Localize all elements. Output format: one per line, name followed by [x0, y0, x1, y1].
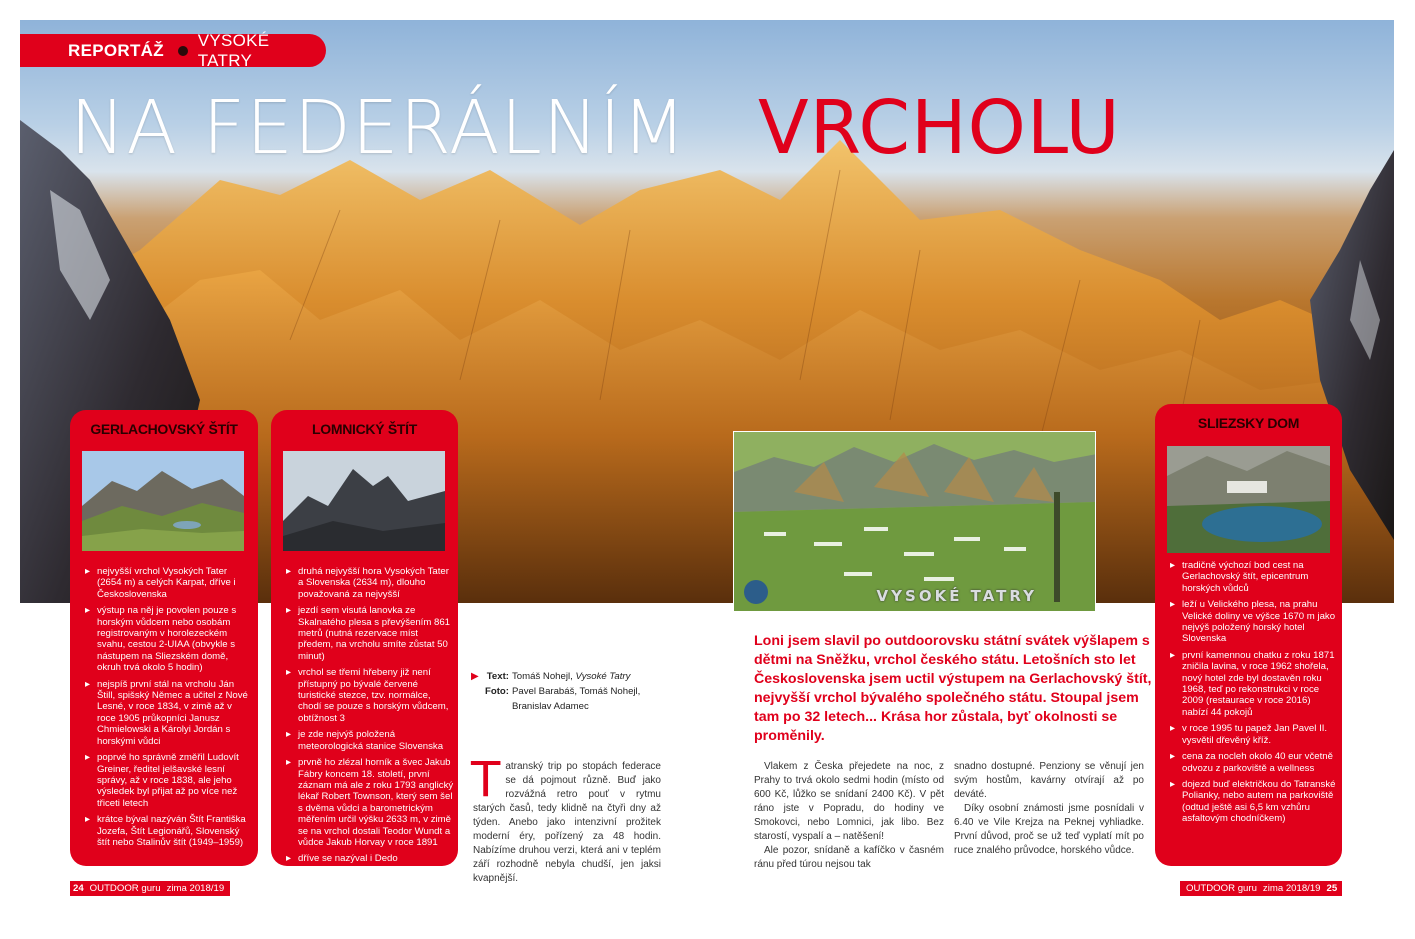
issue-label: zima 2018/19	[1262, 883, 1321, 894]
text-credit-author: Tomáš Nohejl,	[512, 671, 573, 682]
list-item: ▸ cena za nocleh okolo 40 eur včetně odvozu z parkoviště a wellness	[1170, 751, 1338, 774]
footer-right	[1180, 881, 1342, 896]
infobox-lomnicky-stit	[271, 410, 458, 866]
magazine-name: OUTDOOR guru	[89, 883, 161, 894]
body-paragraph: Vlakem z Česka přejedete na noc, z Prahy to trvá okolo sedmi hodin (místo od 600 Kč, lůžko se snídaní 2400 Kč). V pět ráno jste v Popradu, do hodiny ve Smokovci, nebo Lomnici, jak libo. Bez starostí, vyspalí a – natěšení!	[754, 761, 944, 842]
list-item: ▸ dojezd buď električkou do Tatranské Polianky, nebo autem na parkoviště (odtud ještě asi 6,5 km vzhůru asfaltovým chodníčkem)	[1170, 779, 1338, 825]
list-item: ▸ nejvyšší vrchol Vysokých Tater (2654 m) a celých Karpat, dříve i Československa	[85, 566, 253, 600]
list-item: ▸ leží u Velického plesa, na prahu Velické doliny ve výšce 1670 m jako nejvýš položený horský hotel Slovenska	[1170, 599, 1338, 645]
body-column-3	[954, 760, 1144, 858]
infobox-list	[1170, 560, 1338, 830]
article-credits	[473, 669, 640, 714]
infobox-title: SLIEZSKY DOM	[1197, 415, 1300, 431]
list-item: ▸ poprvé ho správně změřil Ludovít Greiner, ředitel jelšavské lesní správy, až v roce 1838, ale jeho výsledek byl přijat až po více než třiceti letech	[85, 752, 253, 809]
article-lead: Loni jsem slavil po outdoorovsku státní svátek výšlapem s dětmi na Sněžku, vrchol českého státu. Letošních sto let Československa jsem uctil výstupem na Gerlachovský štít, nejvyšší vrchol bývalého společného státu. Stoupal jsem tam po 32 letech... Krása hor zůstala, byť okolnosti se proměnily.	[754, 633, 1152, 744]
bullet-dot-icon	[178, 46, 188, 56]
section-rubric	[20, 30, 326, 70]
footer-left	[70, 881, 230, 896]
list-item: ▸ prvně ho zlézal horník a švec Jakub Fábry koncem 18. století, první záznam má ale z roku 1793 anglický lékař Robert Townson, který sem šel s dvěma vůdci a barometrickým měřením určil výšku 2633 m, v zimě se na vrchol dostali Teodor Wundt a vůdce Jakub Horvay v roce 1891	[286, 757, 454, 848]
drop-cap: T	[471, 752, 501, 808]
list-item: ▸ druhá nejvyšší hora Vysokých Tater a Slovenska (2634 m), dlouho považovaná za nejvyšší	[286, 566, 454, 600]
gerlach-valley-photo	[82, 451, 244, 551]
list-item: ▸ první kamennou chatku z roku 1871 zničila lavina, v roce 1962 shořela, nový hotel zde byl dostavěn roku 1968, teď po rekonstrukci v roce 2009 (restaurace v roce 2016) nabízí 44 pokojů	[1170, 650, 1338, 718]
list-item: ▸ výstup na něj je povolen pouze s horským vůdcem nebo osobám registrovaným v horolezeckém svahu, cestou 2-UIAA (obvykle s nástupem na Sliezském domě, okruh trvá okolo 5 hodin)	[85, 605, 253, 673]
lomnicky-peak-photo	[283, 451, 445, 551]
photo-credit-label: Foto:	[485, 686, 509, 697]
infobox-title: GERLACHOVSKÝ ŠTÍT	[90, 421, 238, 437]
list-item: ▸ tradičně výchozí bod cest na Gerlachovský štít, epicentrum horských vůdců	[1170, 560, 1338, 594]
body-column-1	[471, 752, 661, 886]
section-label: REPORTÁŽ	[68, 40, 164, 60]
photo-credit-authors-cont: Branislav Adamec	[512, 701, 589, 712]
infobox-title: LOMNICKÝ ŠTÍT	[312, 421, 417, 437]
body-paragraph: Díky osobní známosti jsme posnídali v 6.40 ve Vile Krejza na Peknej vyhliadke. První důvod, proč se už teď vyplatí mít po ruce znalého průvodce, horského vůdce.	[954, 803, 1144, 856]
list-item: ▸ jezdí sem visutá lanovka ze Skalnatého plesa s převýšením 861 metrů (nutná rezervace míst předem, na vrcholu smíte zůstat 50 minut)	[286, 605, 454, 662]
body-paragraph: snadno dostupné. Penziony se věnují jen svým hostům, kavárny otvírají až po deváté.	[954, 761, 1144, 800]
text-credit-title: Vysoké Tatry	[575, 671, 631, 682]
issue-label: zima 2018/19	[166, 883, 225, 894]
body-column-2	[754, 760, 944, 872]
sliezsky-dom-lake-photo	[1167, 446, 1330, 553]
map-label: VYSOKÉ TATRY	[876, 587, 1037, 605]
tatry-panorama-map	[733, 431, 1096, 612]
text-credit	[473, 669, 640, 684]
list-item: ▸ nejspíš první stál na vrcholu Ján Štill, spišský Němec a učitel z Nové Lesné, v roce 1834, v zimě až v roce 1905 průkopníci Janusz Chmielowski a Károlyi Jordán s horskými vůdci	[85, 679, 253, 747]
headline-part2: VRCHOLU	[758, 85, 1121, 171]
infobox-list	[85, 566, 253, 853]
list-item: ▸ v roce 1995 tu papež Jan Pavel II. vysvětil dřevěný kříž.	[1170, 723, 1338, 746]
body-paragraph: Ale pozor, snídaně a kafíčko v časném ránu před túrou nejsou tak	[754, 845, 944, 870]
infobox-sliezsky-dom	[1155, 404, 1342, 866]
magazine-name: OUTDOOR guru	[1186, 883, 1257, 894]
list-item: ▸ vrchol se třemi hřebeny již není přístupný po bývalé červené turistické stezce, tzv. normálce, chodí se pouze s horským vůdcem, obtížnost 3	[286, 667, 454, 724]
list-item: ▸ krátce býval nazýván Štít Františka Jozefa, Štít Legionářů, Slovenský štít nebo Stalinův štít (1949–1959)	[85, 814, 253, 848]
photo-credit-authors: Pavel Barabáš, Tomáš Nohejl,	[512, 686, 641, 697]
infobox-list	[286, 566, 454, 870]
infobox-gerlachovsky-stit	[70, 410, 258, 866]
photo-credit	[473, 684, 640, 699]
headline-part1: NA FEDERÁLNÍM	[70, 85, 687, 171]
list-item: ▸ dříve se nazýval i Dedo	[286, 853, 454, 864]
page-number-right: 25	[1326, 883, 1338, 894]
text-credit-label: Text:	[486, 671, 509, 682]
subsection-label: VYSOKÉ TATRY	[197, 30, 270, 70]
body-paragraph: atranský trip po stopách federace se dá pojmout různě. Buď jako rozvážná retro pouť v rytmu starých časů, tedy klidně na čtyři dny až týden. Anebo jako intenzivní prožitek moderní éry, pořízený za 48 hodin. Nabízíme druhou verzi, která ani v teplém září rozhodně nebyla chudší, jen jaksi kvapnější.	[473, 761, 661, 884]
list-item: ▸ je zde nejvýš položená meteorologická stanice Slovenska	[286, 729, 454, 752]
arrow-icon: ▶	[471, 671, 479, 682]
page-number-left: 24	[73, 883, 84, 894]
